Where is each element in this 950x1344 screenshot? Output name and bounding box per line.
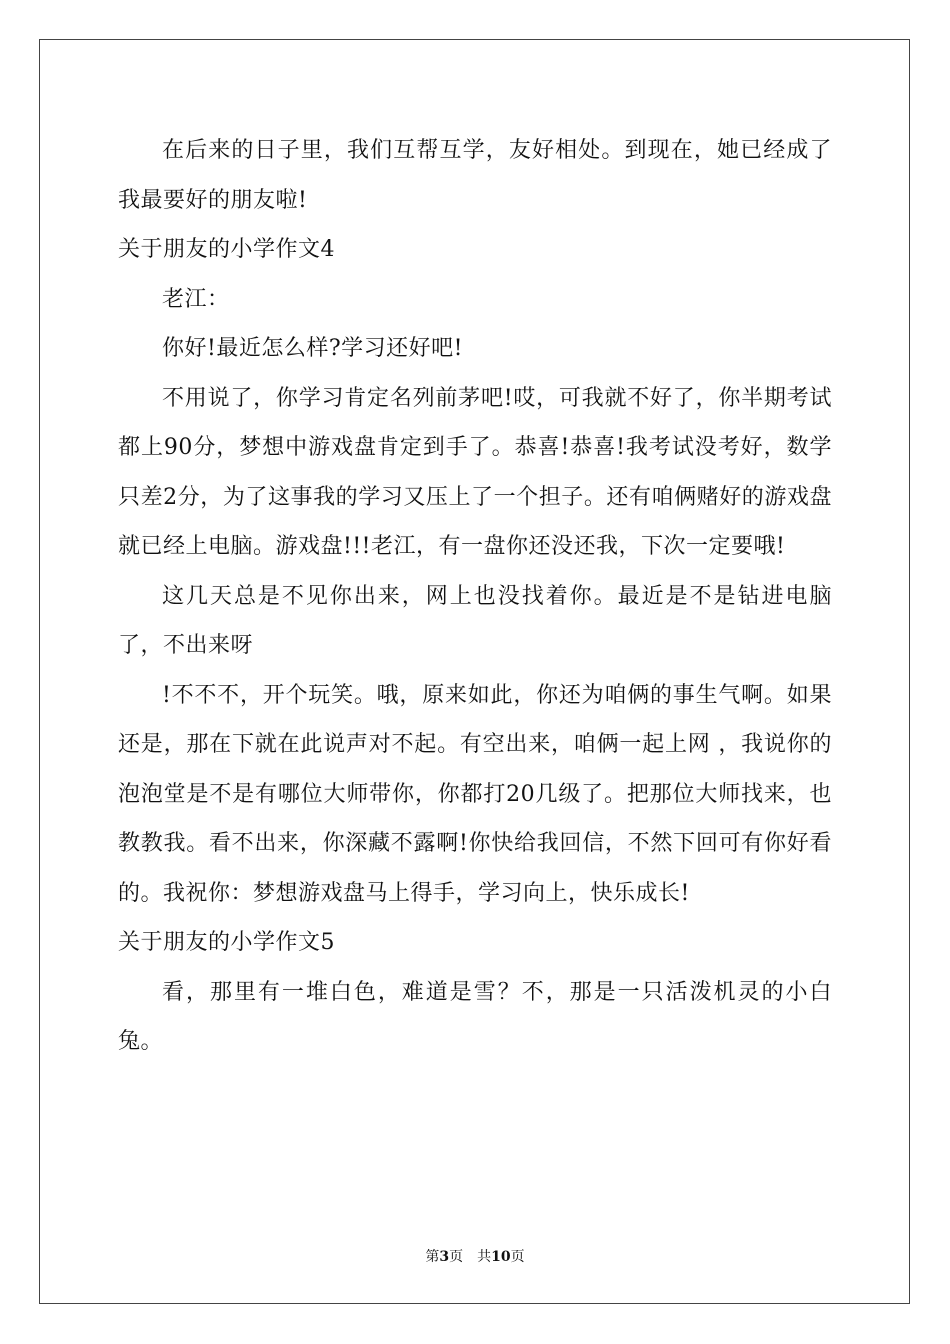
- section-heading: 关于朋友的小学作文5: [118, 930, 335, 955]
- page-suffix: 页: [449, 1249, 464, 1265]
- document-body: [118, 126, 832, 1067]
- paragraph: 不用说了，你学习肯定名列前茅吧!哎，可我就不好了，你半期考试都上90分，梦想中游戏盘肯定到手了。恭喜!恭喜!我考试没考好，数学只差2分，为了这事我的学习又压上了一个担子。还有咱俩赌好的游戏盘就已经上电脑。游戏盘!!!老江，有一盘你还没还我，下次一定要哦!: [118, 385, 832, 559]
- paragraph: 看，那里有一堆白色，难道是雪？不，那是一只活泼机灵的小白兔。: [118, 979, 832, 1054]
- paragraph: 你好!最近怎么样?学习还好吧!: [162, 336, 463, 361]
- paragraph: 在后来的日子里，我们互帮互学，友好相处。到现在，她已经成了我最要好的朋友啦!: [118, 138, 832, 213]
- page-footer: [0, 1247, 950, 1267]
- paragraph: !不不不，开个玩笑。哦，原来如此，你还为咱俩的事生气啊。如果还是，那在下就在此说声对不起。有空出来，咱俩一起上网 ，我说你的泡泡堂是不是有哪位大师带你，你都打20几级了。把那位大师找来，也教教我。看不出来，你深藏不露啊!你快给我回信，不然下回可有你好看的。我祝你：梦想游戏盘马上得手，学习向上，快乐成长!: [118, 682, 832, 906]
- page-prefix: 第: [425, 1249, 440, 1265]
- total-page-number: 10: [491, 1249, 511, 1265]
- total-prefix: 共: [477, 1249, 492, 1265]
- paragraph: 这几天总是不见你出来，网上也没找着你。最近是不是钻进电脑了，不出来呀: [118, 583, 832, 658]
- total-suffix: 页: [510, 1249, 525, 1265]
- section-heading: 关于朋友的小学作文4: [118, 237, 335, 262]
- paragraph: 老江：: [162, 286, 230, 312]
- current-page-number: 3: [439, 1249, 450, 1265]
